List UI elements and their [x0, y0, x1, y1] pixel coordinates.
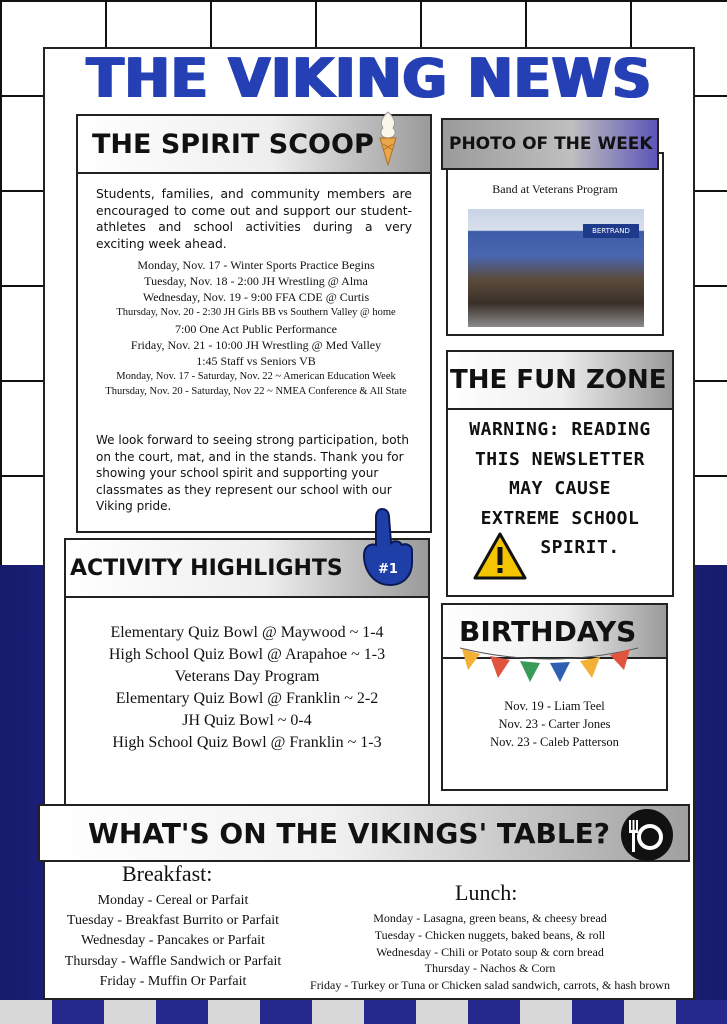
activity-list [66, 622, 428, 754]
event-item: Thursday, Nov. 20 - Saturday, Nov 22 ~ NMEA Conference & All State [105, 386, 407, 397]
lunch-title: Lunch: [455, 880, 518, 905]
newsletter-title: THE VIKING NEWS [86, 47, 652, 110]
lunch-item: Thursday - Nachos & Corn [424, 961, 556, 976]
activity-item: Veterans Day Program [174, 668, 320, 685]
breakfast-title: Breakfast: [122, 861, 213, 886]
activity-box [64, 596, 430, 806]
event-item: Monday, Nov. 17 - Winter Sports Practice Begins [137, 258, 375, 272]
photo-banner: BERTRAND [583, 224, 639, 238]
spirit-events [78, 257, 434, 400]
activity-item: High School Quiz Bowl @ Arapahoe ~ 1-3 [108, 646, 386, 663]
lunch-item: Monday - Lasagna, green beans, & cheesy bread [373, 911, 607, 925]
activity-item: High School Quiz Bowl @ Franklin ~ 1-3 [112, 734, 382, 751]
band-photo [468, 209, 644, 327]
breakfast-item: Thursday - Waffle Sandwich or Parfait [64, 953, 282, 969]
breakfast-item: Friday - Muffin Or Parfait [99, 973, 247, 989]
fun-line: THIS NEWSLETTER [474, 448, 646, 470]
spirit-scoop-header: THE SPIRIT SCOOP [76, 114, 432, 174]
lunch-item: Wednesday - Chili or Potato soup & corn bread [376, 944, 604, 959]
fun-line: SPIRIT. [540, 537, 620, 558]
fun-zone-header: THE FUN ZONE [446, 350, 674, 410]
breakfast-list [48, 891, 298, 992]
event-item: Wednesday, Nov. 19 - 9:00 FFA CDE @ Curtis [142, 290, 370, 304]
breakfast-item: Monday - Cereal or Parfait [97, 893, 249, 908]
bunting-icon [458, 644, 640, 684]
fun-line: EXTREME SCHOOL [480, 507, 640, 529]
background-stripes [0, 1000, 727, 1024]
photo-box [446, 152, 664, 336]
ice-cream-cone-icon [377, 110, 399, 166]
event-item: Friday, Nov. 21 - 10:00 JH Wrestling @ Med Valley [130, 337, 382, 352]
event-item: Thursday, Nov. 20 - 2:30 JH Girls BB vs Southern Valley @ home [116, 307, 396, 318]
lunch-list [290, 910, 690, 994]
photo-of-week-header: PHOTO OF THE WEEK [441, 118, 659, 170]
spirit-scoop-box [76, 172, 432, 533]
birthdays-header: BIRTHDAYS [441, 603, 668, 659]
event-item: Monday, Nov. 17 - Saturday, Nov. 22 ~ American Education Week [116, 370, 396, 382]
spirit-intro: Students, families, and community members are encouraged to come out and support our student-athletes and school activities during a very exciting week ahead. [96, 187, 412, 251]
activity-item: Elementary Quiz Bowl @ Maywood ~ 1-4 [110, 624, 384, 641]
birthday-item: Nov. 23 - Carter Jones [498, 717, 611, 731]
fun-line: WARNING: READING [469, 419, 651, 440]
fork-knife-plate-icon [620, 808, 674, 862]
foam-finger-icon [358, 505, 416, 589]
birthday-list [443, 697, 666, 751]
breakfast-item: Tuesday - Breakfast Burrito or Parfait [66, 913, 280, 929]
breakfast-item: Wednesday - Pancakes or Parfait [81, 933, 265, 949]
table-header: WHAT'S ON THE VIKINGS' TABLE? [38, 804, 690, 862]
birthday-item: Nov. 23 - Caleb Patterson [490, 735, 619, 749]
lunch-item: Tuesday - Chicken nuggets, baked beans, & roll [374, 927, 606, 942]
photo-caption: Band at Veterans Program [492, 182, 618, 196]
spirit-outro: We look forward to seeing strong participation, both on the court, mat, and in the stands. Thank you for showing your school spirit and supporting your classmates as they represent our school with our Viking pride. [96, 433, 409, 513]
event-item: 1:45 Staff vs Seniors VB [196, 353, 316, 368]
fun-zone-box [446, 407, 674, 597]
event-item: Tuesday, Nov. 18 - 2:00 JH Wrestling @ Alma [144, 274, 368, 288]
activity-item: JH Quiz Bowl ~ 0-4 [182, 712, 312, 729]
hand-label: #1 [378, 562, 398, 577]
activity-highlights-header: ACTIVITY HIGHLIGHTS [64, 538, 430, 598]
birthday-item: Nov. 19 - Liam Teel [504, 699, 605, 713]
warning-icon [472, 531, 528, 581]
activity-item: Elementary Quiz Bowl @ Franklin ~ 2-2 [115, 690, 379, 707]
event-item: 7:00 One Act Public Performance [175, 321, 337, 336]
fun-line: MAY CAUSE [508, 478, 612, 499]
lunch-item: Friday - Turkey or Tuna or Chicken salad sandwich, carrots, & hash brown [310, 978, 670, 993]
